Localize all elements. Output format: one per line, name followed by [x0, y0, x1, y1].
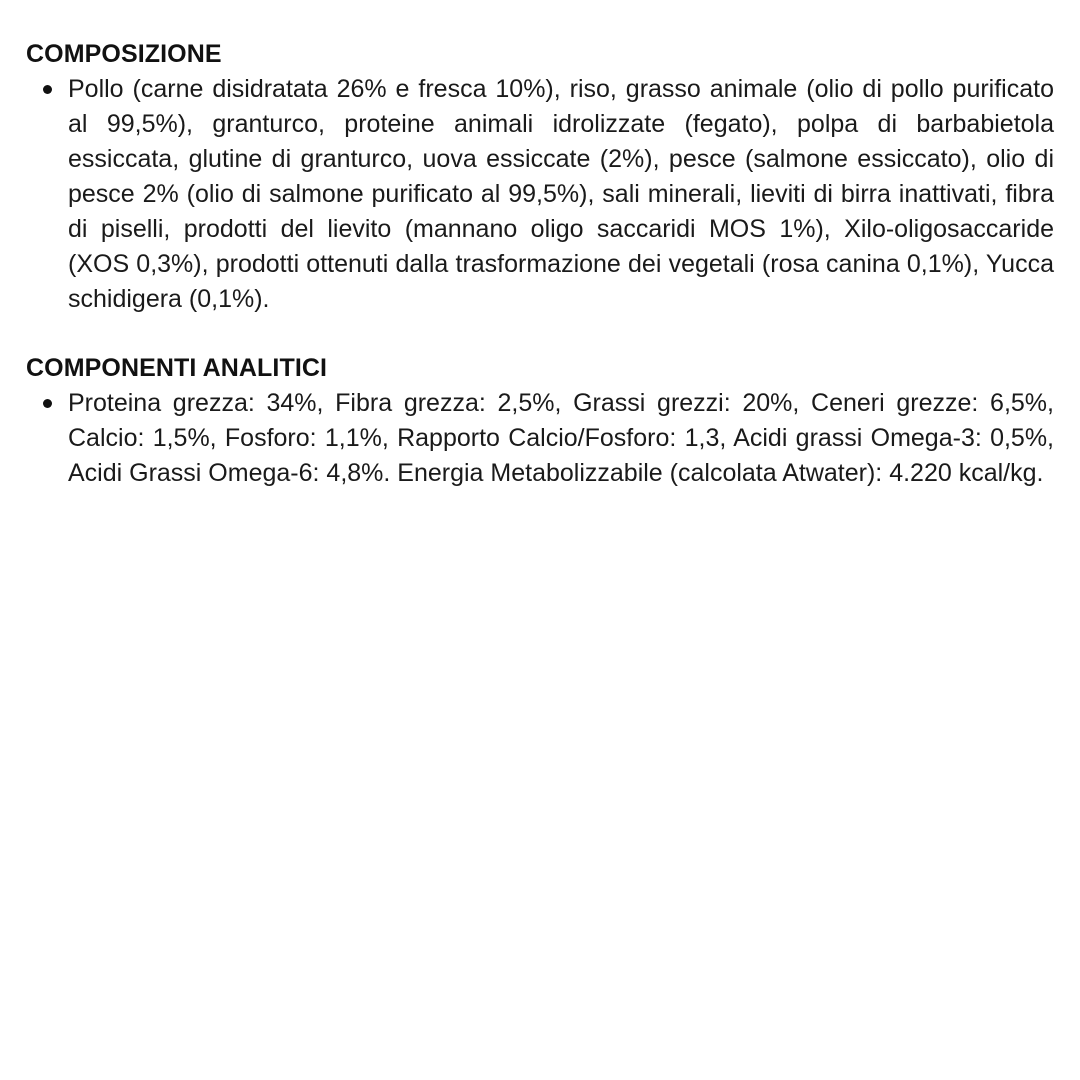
section-title-composizione: COMPOSIZIONE [26, 40, 222, 68]
analytical-list-item [68, 386, 1054, 491]
bullet-icon [43, 399, 52, 408]
bullet-icon [43, 85, 52, 94]
section-componenti-analitici [26, 350, 1054, 491]
ingredients-list [26, 72, 1054, 317]
document-page [26, 36, 1054, 491]
ingredients-list-item [68, 72, 1054, 317]
ingredients-text: Pollo (carne disidratata 26% e fresca 10%), riso, grasso animale (olio di pollo purificato al 99,5%), granturco, proteine animali idrolizzate (fegato), polpa di barbabietola essiccata, glutine di granturco, uova essiccate (2%), pesce (salmone essiccato), olio di pesce 2% (olio di salmone purificato al 99,5%), sali minerali, lieviti di birra inattivati, fibra di piselli, prodotti del lievito (mannano oligo saccaridi MOS 1%), Xilo-oligosaccaride (XOS 0,3%), prodotti ottenuti dalla trasformazione dei vegetali (rosa canina 0,1%), Yucca schidigera (0,1%). [68, 75, 1054, 313]
analytical-text: Proteina grezza: 34%, Fibra grezza: 2,5%, Grassi grezzi: 20%, Ceneri grezze: 6,5%, Calcio: 1,5%, Fosforo: 1,1%, Rapporto Calcio/Fosforo: 1,3, Acidi grassi Omega-3: 0,5%, Acidi Grassi Omega-6: 4,8%. Energia Metabolizzabile (calcolata Atwater): 4.220 kcal/kg. [68, 389, 1054, 487]
section-title-componenti-analitici: COMPONENTI ANALITICI [26, 354, 328, 382]
analytical-list [26, 386, 1054, 491]
section-composizione [26, 36, 1054, 317]
